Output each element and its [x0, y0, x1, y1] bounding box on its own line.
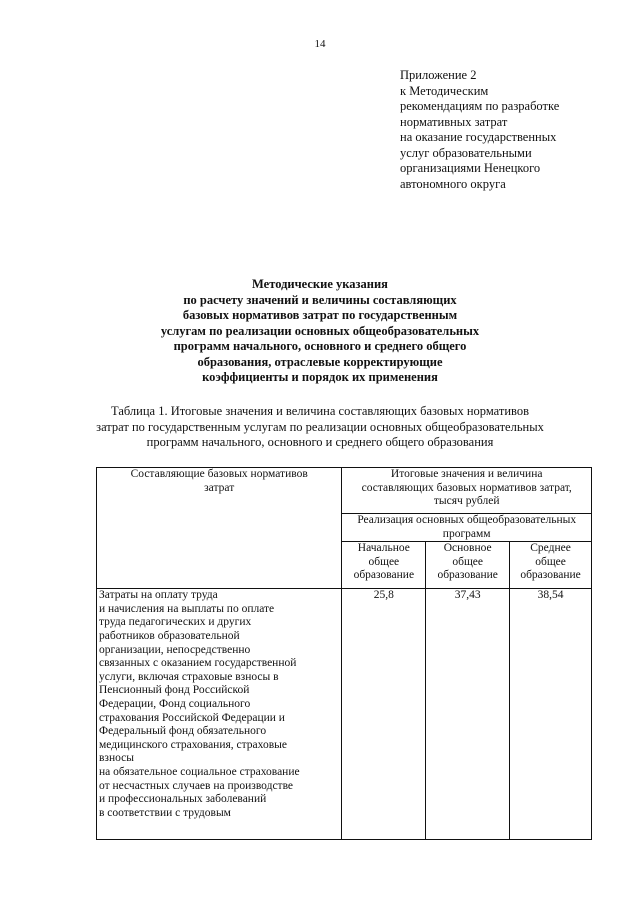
col-header-total-values: Итоговые значения и величина составляющих базовых нормативов затрат, тысяч рублей [342, 468, 592, 514]
value-basic: 37,43 [426, 589, 510, 840]
heading-line: коэффициенты и порядок их применения [202, 370, 438, 384]
heading-line: образования, отраслевые корректирующие [197, 354, 443, 369]
caption-line: программ начального, основного и среднего общего образования [146, 435, 494, 449]
document-heading [0, 277, 640, 386]
value-primary: 25,8 [342, 589, 426, 840]
heading-line: программ начального, основного и среднего общего [173, 339, 467, 353]
appendix-note [400, 68, 600, 192]
appendix-line: рекомендациям по разработке [400, 99, 560, 113]
appendix-line: нормативных затрат [400, 114, 508, 129]
row-description: Затраты на оплату труда и начисления на выплаты по оплате труда педагогических и других работников образовательной организации, непосредственно связанных с оказанием государственной услуги, включая страховые взносы в Пенсионный фонд Российской Федерации, Фонд социального страхования Российской Федерации и Федеральный фонд обязательного медицинского страхования, страховые взносы на обязательное социальное страхование от несчастных случаев на производстве и профессиональных заболеваний в соответствии с трудовым [97, 589, 342, 840]
heading-line: услугам по реализации основных общеобразовательных [160, 323, 480, 338]
heading-line: Методические указания [252, 277, 388, 291]
norms-table [96, 467, 592, 840]
caption-line: затрат по государственным услугам по реализации основных общеобразовательных [96, 419, 544, 434]
caption-line: Таблица 1. Итоговые значения и величина составляющих базовых нормативов [111, 404, 529, 418]
value-secondary: 38,54 [510, 589, 592, 840]
col-header-primary: Начальное общее образование [342, 542, 426, 589]
col-header-program: Реализация основных общеобразовательных программ [342, 514, 592, 542]
table-caption [0, 404, 640, 451]
appendix-line: автономного округа [400, 176, 506, 191]
table-header-row [97, 468, 592, 514]
page-number: 14 [314, 38, 326, 50]
heading-line: по расчету значений и величины составляющих [183, 292, 457, 307]
appendix-line: Приложение 2 [400, 68, 477, 82]
appendix-line: к Методическим [400, 83, 489, 98]
col-header-components: Составляющие базовых нормативов затрат [97, 468, 342, 589]
col-header-secondary: Среднее общее образование [510, 542, 592, 589]
appendix-line: организациями Ненецкого [400, 161, 541, 175]
appendix-line: на оказание государственных [400, 130, 557, 144]
table-row [97, 589, 592, 840]
appendix-line: услуг образовательными [400, 145, 532, 160]
heading-line: базовых нормативов затрат по государственным [182, 308, 458, 322]
col-header-basic: Основное общее образование [426, 542, 510, 589]
